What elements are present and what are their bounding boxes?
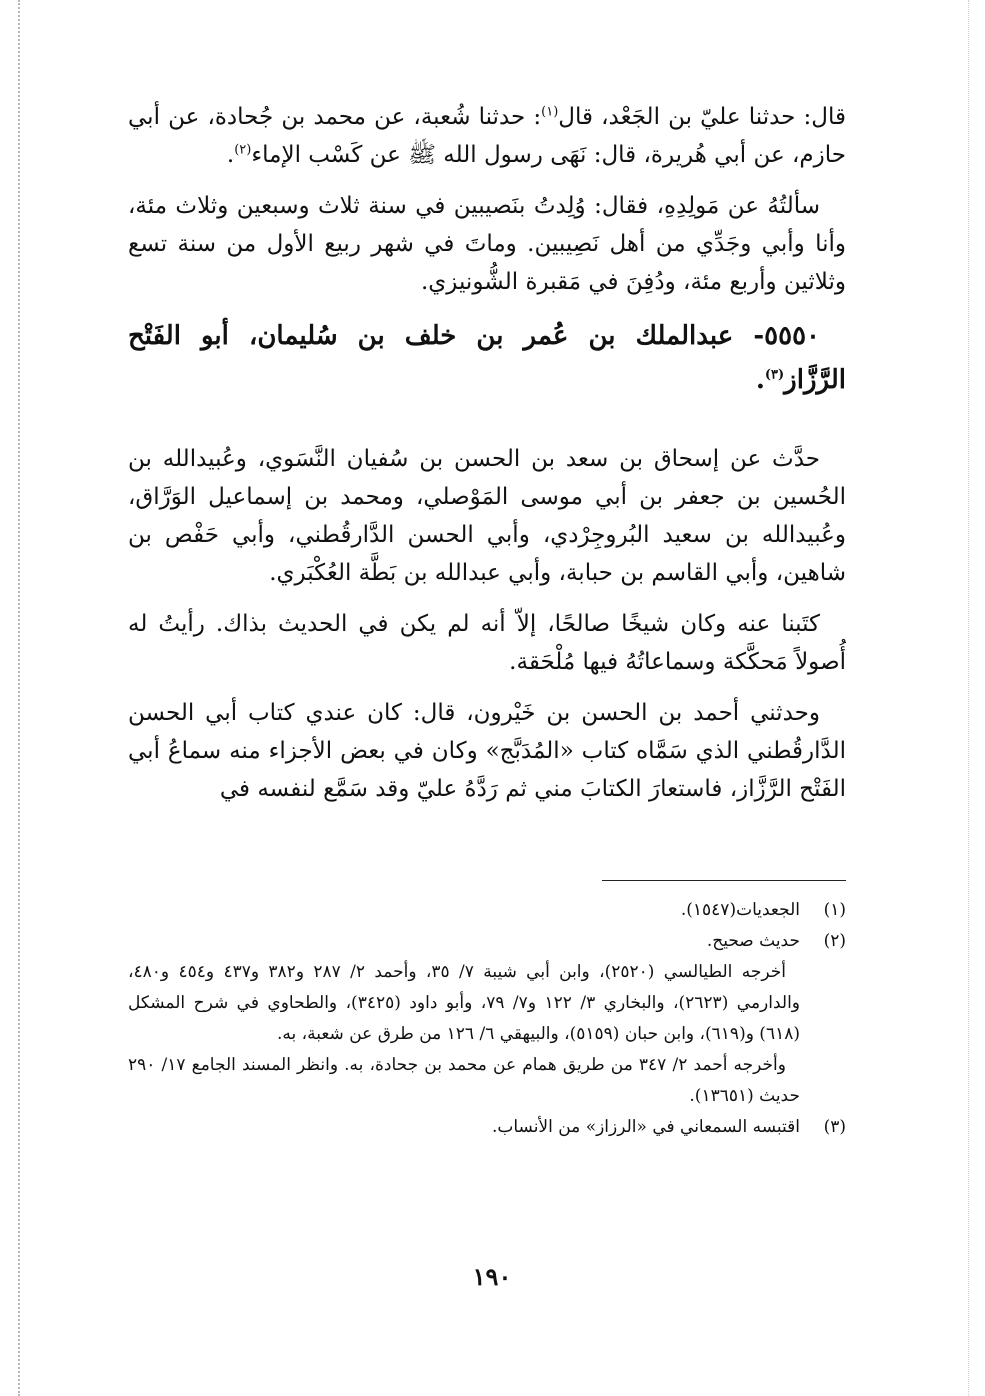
paragraph-hadith: قال: حدثنا عليّ بن الجَعْد، قال$^{(١)}$: حدثنا شُعبة، عن محمد بن جُحادة، عن أبي حازم، عن أبي هُريرة، قال: نَهَى رسول الله ﷺ عن كَسْب الإماء$^{(٢)}$. [128, 104, 846, 168]
footnote-ref-2: (٢) [234, 142, 252, 158]
footnote-ref-3: (٣) [764, 367, 785, 383]
footnote-1: (١)الجعديات(١٥٤٧). [680, 900, 846, 920]
footnote-2: (٢)حديث صحيح. [706, 931, 846, 951]
footnotes [128, 895, 846, 1143]
paragraph-anecdote: وحدثني أحمد بن الحسن بن خَيْرون، قال: كان عندي كتاب أبي الحسن الدَّارقُطني الذي سَمَّاه كتاب «المُدَبَّج» وكان في بعض الأجزاء منه سماعُ أبي الفَتْح الرَّزَّاز، فاستعارَ الكتابَ مني ثم رَدَّهُ عليّ وقد سَمَّع لنفسه في [128, 700, 846, 802]
paragraph-assessment: كتَبنا عنه وكان شيخًا صالحًا، إلاّ أنه لم يكن في الحديث بذاك. رأيتُ له أُصولاً مَحكَّكة وسماعاتُهُ فيها مُلْحَقة. [128, 611, 846, 675]
footnote-3: (٣)اقتبسه السمعاني في «الرزاز» من الأنساب. [491, 1117, 846, 1137]
footnote-2-sources: أخرجه الطيالسي (٢٥٢٠)، وابن أبي شيبة ٧/ ٣٥، وأحمد ٢/ ٢٨٧ و٣٨٢ و٤٣٧ و٤٥٤ و٤٨٠، والدارمي (٢٦٢٣)، والبخاري ٣/ ١٢٢ و٧/ ٧٩، وأبو داود (٣٤٢٥)، والطحاوي في شرح المشكل (٦١٨) و(٦١٩)، وابن حبان (٥١٥٩)، والبيهقي ٦/ ١٢٦ من طرق عن شعبة، به. [128, 962, 801, 1044]
footnote-separator [602, 880, 846, 881]
paragraph-birth-death: سألتُهُ عن مَولِدِهِ، فقال: وُلِدتُ بنَصيبين في سنة ثلاث وسبعين وثلاث مئة، وأنا وأبي وجَدِّي من أهل نَصِيبين. وماتَ في شهر ربيع الأول من سنة تسع وثلاثين وأربع مئة، ودُفِنَ في مَقبرة الشُّونيزي. [128, 193, 846, 295]
main-text [128, 98, 846, 821]
entry-heading: ٥٥٥٠- عبدالملك بن عُمر بن خلف بن سُليمان، أبو الفَتْح الرَّزَّاز$^{(٣)}$. [128, 321, 846, 395]
footnote-ref-1: (١) [541, 104, 559, 120]
footnote-2-additional: وأخرجه أحمد ٢/ ٣٤٧ من طريق همام عن محمد بن جحادة، به. وانظر المسند الجامع ١٧/ ٢٩٠ حديث (١٣٦٥١). [128, 1055, 800, 1106]
paragraph-narrators: حدَّث عن إسحاق بن سعد بن الحسن بن سُفيان النَّسَوي، وعُبيدالله بن الحُسين بن جعفر بن أبي موسى المَوْصلي، ومحمد بن إسماعيل الوَرَّاق، وعُبيدالله بن سعيد البُروجِرْدي، وأبي الحسن الدَّارقُطني، وأبي حَفْص بن شاهين، وأبي القاسم بن حبابة، وأبي عبدالله بن بَطَّة العُكْبَري. [128, 446, 847, 586]
page-number: ١٩٠ [472, 1262, 512, 1291]
scan-right-edge [968, 0, 969, 1396]
scan-left-edge [18, 0, 20, 1396]
